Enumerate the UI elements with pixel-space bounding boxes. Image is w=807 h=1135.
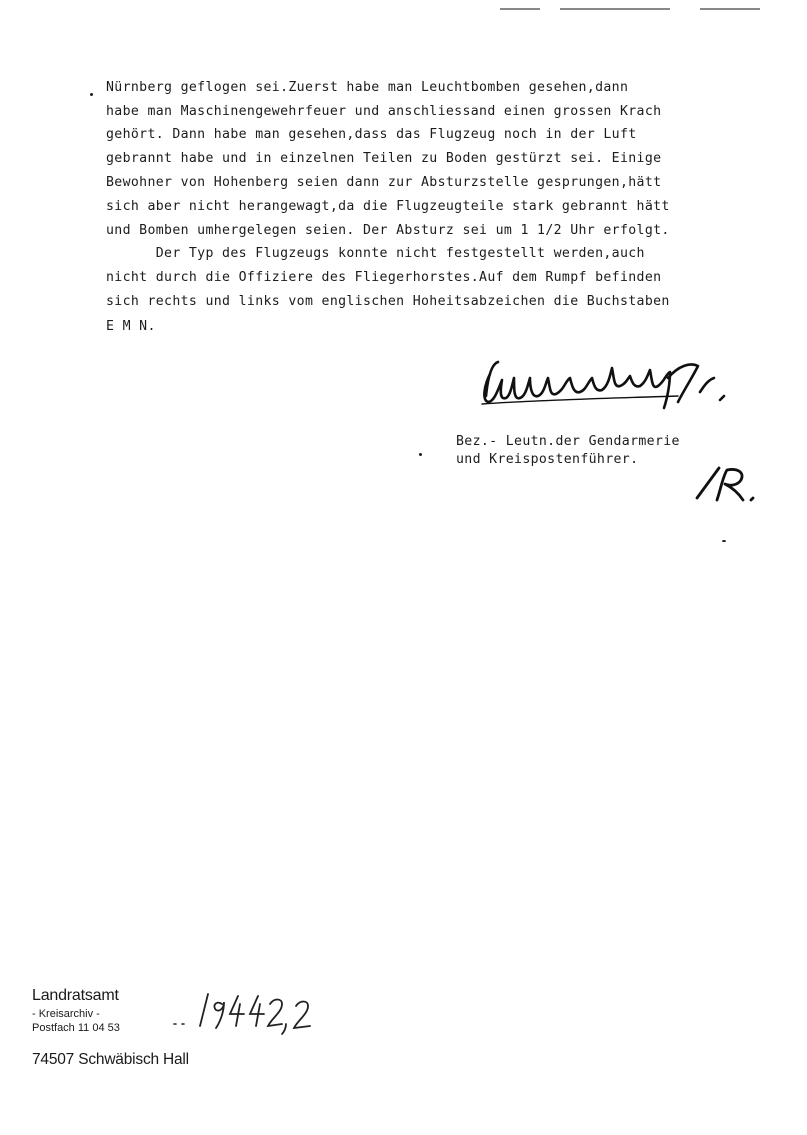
text-line: gebrannt habe und in einzelnen Teilen zu Boden gestürzt sei. Einige [106,151,662,166]
text-line: Nürnberg geflogen sei.Zuerst habe man Leuchtbomben gesehen,dann [106,80,629,95]
text-line: Bez.- Leutn.der Gendarmerie [456,434,680,449]
scan-mark [700,8,760,10]
stamp-city: 74507 Schwäbisch Hall [32,1051,189,1068]
text-line: habe man Maschinengewehrfeuer und anschliessand einen grossen Krach [106,104,662,119]
text-line: sich rechts und links vom englischen Hoheitsabzeichen die Buchstaben [106,294,670,309]
handwritten-archive-reference [172,990,322,1036]
text-line: Der Typ des Flugzeugs konnte nicht festgestellt werden,auch [106,246,645,261]
text-line: Bewohner von Hohenberg seien dann zur Absturzstelle gesprungen,hätt [106,175,662,190]
stamp-name: Landratsamt [32,987,119,1004]
text-line: E M N. [106,319,156,334]
margin-dot [90,93,93,96]
stamp-subtitle: - Kreisarchiv - [32,1008,100,1020]
text-line: nicht durch die Offiziere des Fliegerhorstes.Auf dem Rumpf befinden [106,270,662,285]
margin-dot [419,453,422,456]
text-line: und Kreispostenführer. [456,452,639,467]
stamp-postbox: Postfach 11 04 53 [32,1022,120,1034]
scan-mark [500,8,540,10]
text-line: sich aber nicht herangewagt,da die Flugzeugteile stark gebrannt hätt [106,199,670,214]
text-line: gehört. Dann habe man gesehen,dass das Flugzeug noch in der Luft [106,127,637,142]
margin-dot [722,540,726,542]
handwritten-initials [693,462,773,508]
scan-mark [560,8,670,10]
text-line: und Bomben umhergelegen seien. Der Absturz sei um 1 1/2 Uhr erfolgt. [106,223,670,238]
handwritten-signature [478,356,738,418]
